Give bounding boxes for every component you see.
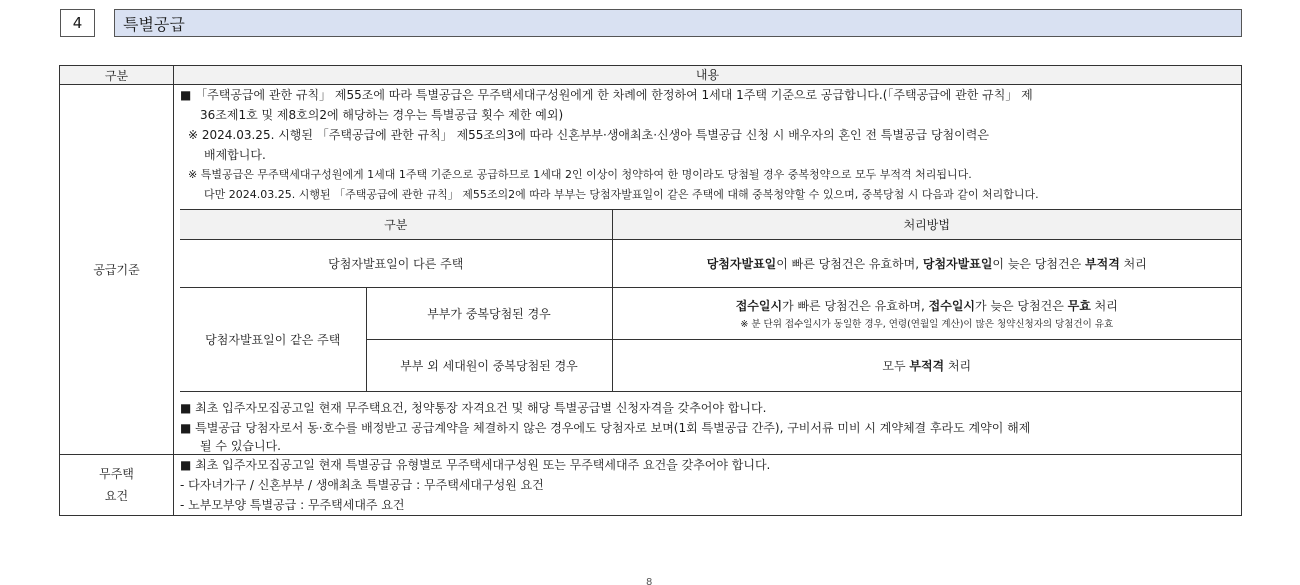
note-duplicate-line-1: ※ 특별공급은 무주택세대구성원에게 1세대 1주택 기준으로 공급하므로 1세대 2인 이상이 청약하여 한 명이라도 당첨될 경우 중복청약으로 모두 부적격 처리됩니다. [188,168,972,181]
rule-paragraph-5-line-2: 될 수 있습니다. [200,439,281,453]
inner-row-different-date [180,240,1241,288]
section-title: 특별공급 [114,9,1242,37]
supply-criteria-row [60,85,1242,455]
inner-row-couple [180,288,1241,340]
special-supply-table [59,65,1242,516]
bold-ineligible-2: 부적격 [909,359,945,373]
inner-header-row [180,210,1241,240]
homeless-rule-3: - 노부모부양 특별공급 : 무주택세대주 요건 [180,498,405,512]
homeless-requirement-label [60,455,174,516]
method-text-2: 이 늦은 당첨건은 [992,257,1086,271]
rule-paragraph-1-line-2: 36조제1호 및 제8호의2에 해당하는 경우는 특별공급 횟수 제한 예외) [200,108,564,122]
couple-text-1: 가 빠른 당첨건은 유효하며, [782,299,929,313]
homeless-label-line-1: 무주택 [99,467,134,481]
header-category: 구분 [60,66,174,85]
rule-paragraph-4: ■ 최초 입주자모집공고일 현재 무주택요건, 청약통장 자격요건 및 해당 특별공급별 신청자격을 갖추어야 합니다. [180,401,767,415]
header-content: 내용 [174,66,1242,85]
other-text-1: 모두 [882,359,910,373]
bold-announce-date-2: 당첨자발표일 [922,257,993,271]
note-duplicate-line-2: 다만 2024.03.25. 시행된 「주택공급에 관한 규칙」 제55조의2에 따라 부부는 당첨자발표일이 같은 주택에 대해 중복청약할 수 있으며, 중복당첨 시 다음과 같이 처리합니다. [204,188,1039,201]
bold-announce-date-1: 당첨자발표일 [706,257,777,271]
bold-ineligible: 부적격 [1085,257,1120,271]
homeless-requirement-content [174,455,1242,516]
different-date-method [612,240,1241,288]
same-date-label: 당첨자발표일이 같은 주택 [180,288,366,392]
couple-text-2: 가 늦은 당첨건은 [975,299,1068,313]
note-spouse-line-1: ※ 2024.03.25. 시행된 「주택공급에 관한 규칙」 제55조의3에 따라 신혼부부·생애최초·신생아 특별공급 신청 시 배우자의 혼인 전 특별공급 당첨이력은 [188,128,989,142]
bold-receipt-time-1: 접수일시 [735,299,783,313]
rule-paragraph-1-line-1: ■ 「주택공급에 관한 규칙」 제55조에 따라 특별공급은 무주택세대구성원에게 한 차례에 한정하여 1세대 1주택 기준으로 공급합니다.(「주택공급에 관한 규칙」 제 [180,88,1033,102]
other-member-method [612,340,1241,392]
homeless-requirement-row [60,455,1242,516]
bold-void: 무효 [1067,299,1091,313]
method-text-1: 이 빠른 당첨건은 유효하며, [776,257,923,271]
homeless-rule-2: - 다자녀가구 / 신혼부부 / 생애최초 특별공급 : 무주택세대구성원 요건 [180,478,544,492]
inner-header-method: 처리방법 [612,210,1241,240]
couple-duplicate-label: 부부가 중복당첨된 경우 [366,288,612,340]
homeless-label-line-2: 요건 [104,489,129,503]
other-text-2: 처리 [944,359,972,373]
couple-tiebreak-note: ※ 분 단위 접수일시가 동일한 경우, 연령(연월일 계산)이 많은 청약신청자의 당첨건이 유효 [740,319,1114,330]
supply-criteria-label: 공급기준 [60,85,174,455]
homeless-rule-1: ■ 최초 입주자모집공고일 현재 특별공급 유형별로 무주택세대구성원 또는 무주택세대주 요건을 갖추어야 합니다. [180,458,771,472]
inner-header-category: 구분 [180,210,612,240]
note-spouse-line-2: 배제합니다. [204,148,266,162]
method-text-3: 처리 [1119,257,1147,271]
section-number: 4 [60,9,95,37]
table-header-row [60,66,1242,85]
page-number: 8 [646,577,653,585]
couple-text-3: 처리 [1090,299,1118,313]
different-date-label: 당첨자발표일이 다른 주택 [180,240,612,288]
duplicate-win-table [180,209,1241,392]
other-member-label: 부부 외 세대원이 중복당첨된 경우 [366,340,612,392]
bold-receipt-time-2: 접수일시 [928,299,976,313]
rule-paragraph-5-line-1: ■ 특별공급 당첨자로서 동·호수를 배정받고 공급계약을 체결하지 않은 경우에도 당첨자로 보며(1회 특별공급 간주), 구비서류 미비 시 계약체결 후라도 계약이 해제 [180,421,1031,435]
couple-duplicate-method [612,288,1241,340]
supply-criteria-content [174,85,1242,455]
